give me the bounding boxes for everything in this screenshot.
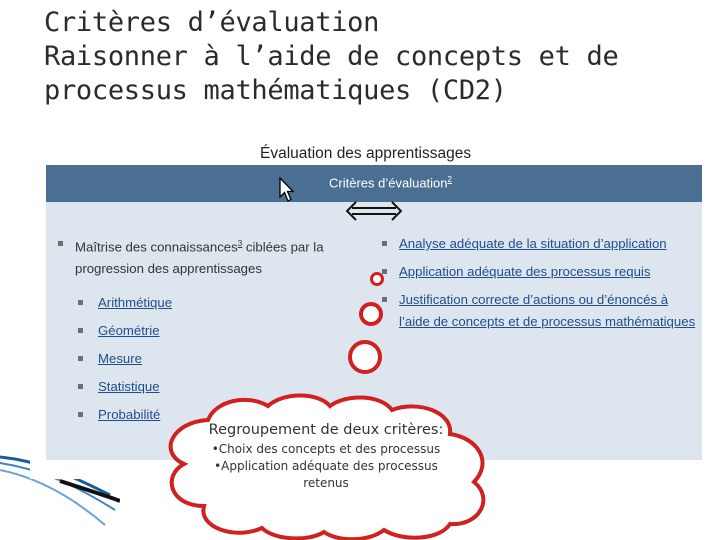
title-line-1: Critères d’évaluation (44, 7, 380, 38)
criterion-application[interactable] (382, 261, 702, 283)
title-line-3: processus mathématiques (CD2) (44, 75, 507, 106)
cloud-item: •Application adéquate des processus (214, 459, 438, 473)
cloud-item: retenus (303, 476, 349, 490)
subitem-link[interactable]: Géométrie (98, 323, 160, 339)
subitem-arithmetique[interactable] (58, 292, 363, 314)
criterion-link[interactable]: Analyse adéquate de la situation d’application (399, 236, 667, 251)
mouse-cursor-icon (279, 177, 295, 203)
subitem-link[interactable]: Mesure (98, 351, 142, 367)
subitem-mesure[interactable] (58, 348, 363, 370)
knowledge-criterion (58, 233, 363, 280)
thought-circle-small (370, 272, 384, 286)
title-line-2: Raisonner à l’aide de concepts et de (44, 41, 619, 72)
knowledge-ref[interactable]: 3 (237, 239, 243, 248)
band-title-text: Critères d’évaluation (329, 175, 448, 191)
knowledge-text: Maîtrise des connaissances (75, 239, 238, 255)
double-arrow-icon (346, 200, 402, 224)
criteria-header-band (46, 165, 702, 202)
thought-circle-medium (359, 302, 383, 326)
criterion-justification[interactable] (382, 289, 702, 333)
subitem-link[interactable]: Arithmétique (98, 295, 173, 311)
panel-heading: Évaluation des apprentissages (260, 145, 472, 162)
cloud-item: •Choix des concepts et des processus (211, 442, 441, 456)
band-title-ref[interactable]: 2 (447, 175, 452, 184)
cloud-title: Regroupement de deux critères: (208, 422, 444, 438)
subitem-link[interactable]: Statistique (98, 379, 160, 395)
criterion-link[interactable]: Application adéquate des processus requis (399, 264, 651, 279)
cloud-content (178, 420, 474, 492)
thought-circle-large (348, 340, 382, 374)
right-criteria-column (382, 233, 702, 333)
band-title (329, 175, 452, 190)
subitem-link[interactable]: Probabilité (98, 407, 161, 423)
criterion-analyse[interactable] (382, 233, 702, 255)
knowledge-text-rest: ciblées par la progression des apprentissages (75, 239, 324, 277)
cloud-items (178, 441, 474, 492)
subitem-geometrie[interactable] (58, 320, 363, 342)
slide-title (44, 6, 684, 108)
criterion-link[interactable]: Justification correcte d’actions ou d’énoncés à l’aide de concepts et de processus mathématiques (399, 292, 696, 329)
